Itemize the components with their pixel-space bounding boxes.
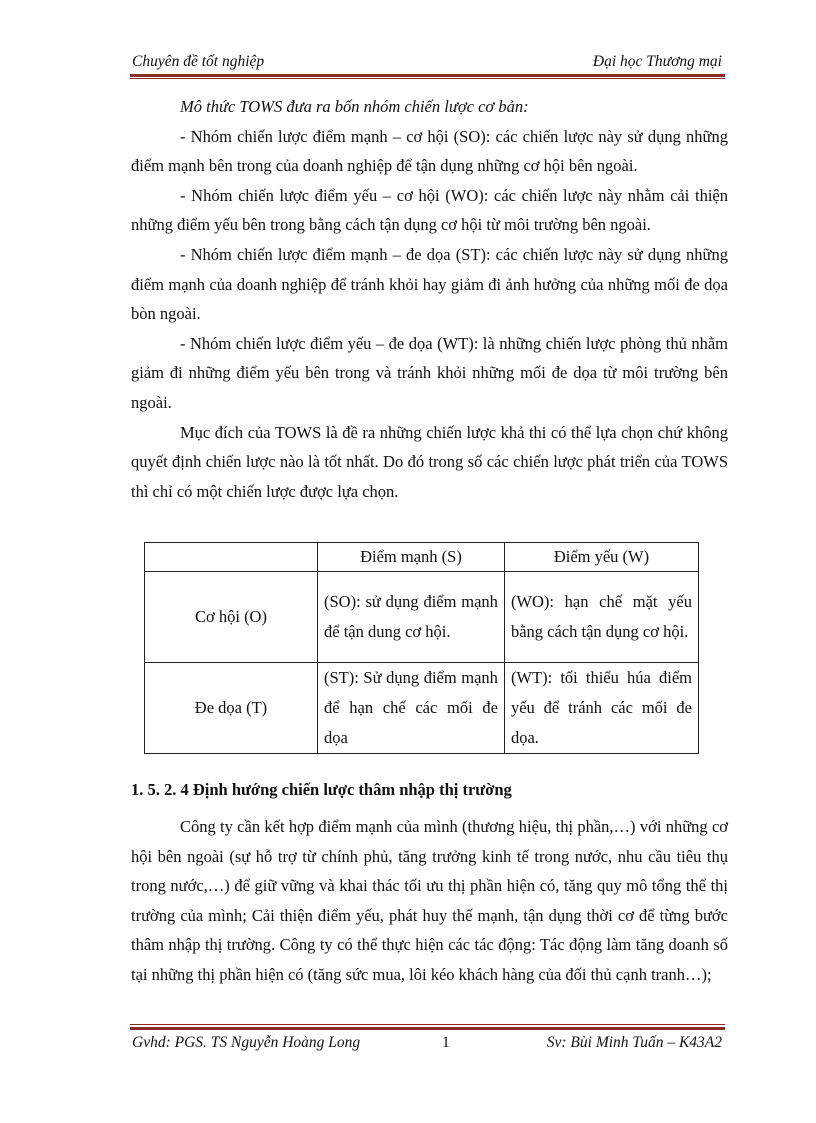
header-rule-thick xyxy=(130,74,725,77)
header-left: Chuyên đề tốt nghiệp xyxy=(132,53,265,70)
cell-so: (SO): sử dụng điểm mạnh để tận dung cơ hội. xyxy=(318,572,505,663)
section-paragraph: Công ty cần kết hợp điểm mạnh của mình (thương hiệu, thị phần,…) với những cơ hội bên ngoài (sự hỗ trợ từ chính phủ, tăng trưởng kinh tế trong nước, nhu cầu tiêu thụ trong nước,…) để giữ vững và khai thác tối ưu thị phần hiện có, tăng quy mô tổng thể thị trường của mình; Cải thiện điểm yếu, phát huy thế mạnh, tận dụng thời cơ để từng bước thâm nhập thị trường. Công ty có thể thực hiện các tác động: Tác động làm tăng doanh số tại những thị phần hiện có (tăng sức mua, lôi kéo khách hàng của đối thủ cạnh tranh…); xyxy=(131,817,728,984)
so-group-paragraph: - Nhóm chiến lược điểm mạnh – cơ hội (SO): các chiến lược này sử dụng những điểm mạnh bên trong của doanh nghiệp để tận dụng những cơ hội bên ngoài. xyxy=(131,126,728,176)
table-corner-cell xyxy=(145,543,318,572)
section-body xyxy=(131,812,728,990)
header-right: Đại học Thương mại xyxy=(592,53,722,70)
row-header-opportunity: Cơ hội (O) xyxy=(145,572,318,663)
wt-group-paragraph: - Nhóm chiến lược điểm yếu – đe dọa (WT): là những chiến lược phòng thủ nhằm giảm đi những điểm yếu bên trong và tránh khỏi những mối đe dọa từ môi trường bên ngoài. xyxy=(131,333,728,412)
page-number: 1 xyxy=(442,1034,450,1051)
cell-st: (ST): Sử dụng điểm mạnh để hạn chế các mối đe dọa xyxy=(318,663,505,754)
row-header-threat: Đe dọa (T) xyxy=(145,663,318,754)
page-header xyxy=(132,53,722,73)
header-rule-thin xyxy=(130,78,725,79)
footer-advisor: Gvhd: PGS. TS Nguyễn Hoàng Long xyxy=(132,1034,361,1051)
tows-matrix-table xyxy=(144,542,699,754)
footer-rule-thin xyxy=(130,1024,725,1025)
cell-wo: (WO): hạn chế mặt yếu bằng cách tận dụng cơ hội. xyxy=(504,572,698,663)
footer-student: Sv: Bùi Minh Tuấn – K43A2 xyxy=(546,1034,722,1051)
st-group-paragraph: - Nhóm chiến lược điểm mạnh – đe dọa (ST): các chiến lược này sử dụng những điểm mạnh của doanh nghiệp để tránh khỏi hay giảm đi ảnh hưởng của những mối đe dọa bòn ngoài. xyxy=(131,244,728,324)
section-heading: 1. 5. 2. 4 Định hướng chiến lược thâm nhập thị trường xyxy=(131,780,512,799)
cell-wt: (WT): tối thiểu húa điểm yếu để tránh các mối đe dọa. xyxy=(504,663,698,754)
purpose-paragraph: Mục đích của TOWS là đề ra những chiến lược khả thi có thể lựa chọn chứ không quyết định chiến lược nào là tốt nhất. Do đó trong số các chiến lược phát triển của TOWS thì chỉ có một chiến lược được lựa chọn. xyxy=(131,422,728,501)
main-text xyxy=(131,92,728,506)
footer-rule-thick xyxy=(130,1027,725,1030)
wo-group-paragraph: - Nhóm chiến lược điểm yếu – cơ hội (WO): các chiến lược này nhằm cải thiện những điểm yếu bên trong bằng cách tận dụng cơ hội từ môi trường bên ngoài. xyxy=(131,185,728,235)
col-header-strength: Điểm mạnh (S) xyxy=(318,543,505,572)
page-footer xyxy=(132,1034,722,1056)
col-header-weakness: Điểm yếu (W) xyxy=(504,543,698,572)
intro-paragraph: Mô thức TOWS đưa ra bốn nhóm chiến lược cơ bản: xyxy=(180,97,529,116)
